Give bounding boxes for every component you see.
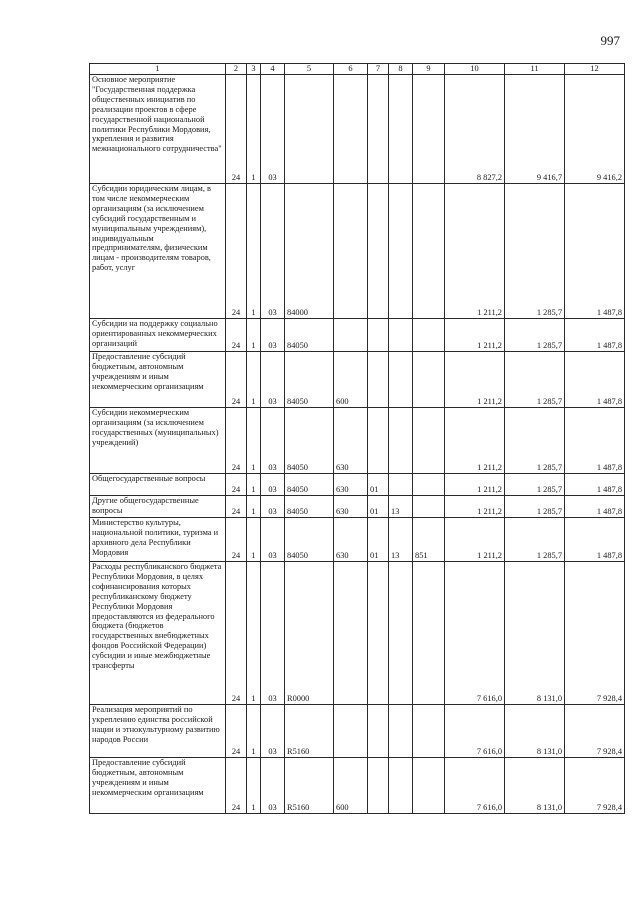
amount-year-3-cell: 1 487,8 bbox=[565, 518, 625, 562]
admin-code-cell bbox=[413, 705, 445, 758]
admin-code-cell bbox=[413, 352, 445, 408]
section-number-cell bbox=[389, 562, 413, 705]
table-row bbox=[90, 75, 625, 184]
section-code-cell: 24 bbox=[226, 758, 247, 814]
column-header-2: 2 bbox=[226, 64, 247, 75]
amount-year-2-cell: 8 131,0 bbox=[505, 758, 565, 814]
program-code-cell: 03 bbox=[261, 496, 285, 518]
table-row bbox=[90, 518, 625, 562]
row-name-cell: Субсидии юридическим лицам, в том числе некоммерческим организациям (за исключением субсидий государственным и муниципальным учреждениям), индивидуальным предпринимателям, физическим лицам - производителям товаров, работ, услуг bbox=[90, 184, 226, 319]
amount-year-2-cell: 8 131,0 bbox=[505, 705, 565, 758]
admin-code-cell bbox=[413, 474, 445, 496]
subsection-code-cell: 1 bbox=[247, 319, 261, 352]
column-header-10: 10 bbox=[445, 64, 505, 75]
table-row bbox=[90, 319, 625, 352]
subsection-code-cell: 1 bbox=[247, 562, 261, 705]
row-name-cell: Предоставление субсидий бюджетным, автономным учреждениям и иным некоммерческим организациям bbox=[90, 352, 226, 408]
admin-code-cell bbox=[413, 184, 445, 319]
chapter-code-cell bbox=[368, 408, 389, 474]
subsection-code-cell: 1 bbox=[247, 705, 261, 758]
admin-code-cell bbox=[413, 758, 445, 814]
program-code-cell: 03 bbox=[261, 352, 285, 408]
type-code-cell bbox=[334, 184, 368, 319]
table-row bbox=[90, 352, 625, 408]
subsection-code-cell: 1 bbox=[247, 496, 261, 518]
program-code-cell: 03 bbox=[261, 758, 285, 814]
amount-year-3-cell: 7 928,4 bbox=[565, 562, 625, 705]
expense-code-cell: 84050 bbox=[285, 496, 334, 518]
admin-code-cell bbox=[413, 408, 445, 474]
amount-year-1-cell: 1 211,2 bbox=[445, 184, 505, 319]
section-number-cell bbox=[389, 474, 413, 496]
amount-year-2-cell: 1 285,7 bbox=[505, 496, 565, 518]
expense-code-cell: R5160 bbox=[285, 758, 334, 814]
admin-code-cell bbox=[413, 496, 445, 518]
chapter-code-cell bbox=[368, 352, 389, 408]
expense-code-cell: 84050 bbox=[285, 474, 334, 496]
column-header-4: 4 bbox=[261, 64, 285, 75]
program-code-cell: 03 bbox=[261, 474, 285, 496]
type-code-cell: 630 bbox=[334, 474, 368, 496]
amount-year-1-cell: 8 827,2 bbox=[445, 75, 505, 184]
amount-year-2-cell: 1 285,7 bbox=[505, 352, 565, 408]
type-code-cell: 600 bbox=[334, 758, 368, 814]
section-number-cell bbox=[389, 352, 413, 408]
subsection-code-cell: 1 bbox=[247, 75, 261, 184]
subsection-code-cell: 1 bbox=[247, 352, 261, 408]
type-code-cell: 630 bbox=[334, 496, 368, 518]
column-header-9: 9 bbox=[413, 64, 445, 75]
amount-year-2-cell: 1 285,7 bbox=[505, 408, 565, 474]
chapter-code-cell: 01 bbox=[368, 474, 389, 496]
amount-year-1-cell: 1 211,2 bbox=[445, 496, 505, 518]
row-name-cell: Основное мероприятие "Государственная поддержка общественных инициатив по реализации проектов в сфере государственной национальной политики Республики Мордовия, укрепления и развития межнационального сотрудничества" bbox=[90, 75, 226, 184]
header-row bbox=[90, 64, 625, 75]
column-header-11: 11 bbox=[505, 64, 565, 75]
section-code-cell: 24 bbox=[226, 474, 247, 496]
expense-code-cell: 84000 bbox=[285, 184, 334, 319]
chapter-code-cell bbox=[368, 562, 389, 705]
type-code-cell bbox=[334, 319, 368, 352]
chapter-code-cell: 01 bbox=[368, 518, 389, 562]
section-number-cell: 13 bbox=[389, 518, 413, 562]
amount-year-3-cell: 9 416,2 bbox=[565, 75, 625, 184]
expense-code-cell: 84050 bbox=[285, 319, 334, 352]
table-row bbox=[90, 408, 625, 474]
subsection-code-cell: 1 bbox=[247, 184, 261, 319]
row-name-cell: Министерство культуры, национальной политики, туризма и архивного дела Республики Мордовия bbox=[90, 518, 226, 562]
amount-year-1-cell: 7 616,0 bbox=[445, 705, 505, 758]
program-code-cell: 03 bbox=[261, 562, 285, 705]
expense-code-cell: R5160 bbox=[285, 705, 334, 758]
expense-code-cell: 84050 bbox=[285, 518, 334, 562]
amount-year-2-cell: 1 285,7 bbox=[505, 518, 565, 562]
section-number-cell bbox=[389, 75, 413, 184]
row-name-cell: Субсидии на поддержку социально ориентированных некоммерческих организаций bbox=[90, 319, 226, 352]
subsection-code-cell: 1 bbox=[247, 408, 261, 474]
subsection-code-cell: 1 bbox=[247, 518, 261, 562]
section-code-cell: 24 bbox=[226, 184, 247, 319]
table-row bbox=[90, 474, 625, 496]
section-number-cell bbox=[389, 408, 413, 474]
table-row bbox=[90, 496, 625, 518]
section-number-cell: 13 bbox=[389, 496, 413, 518]
amount-year-3-cell: 1 487,8 bbox=[565, 184, 625, 319]
program-code-cell: 03 bbox=[261, 518, 285, 562]
amount-year-2-cell: 1 285,7 bbox=[505, 184, 565, 319]
column-header-6: 6 bbox=[334, 64, 368, 75]
column-header-12: 12 bbox=[565, 64, 625, 75]
chapter-code-cell bbox=[368, 184, 389, 319]
amount-year-1-cell: 1 211,2 bbox=[445, 352, 505, 408]
program-code-cell: 03 bbox=[261, 319, 285, 352]
section-code-cell: 24 bbox=[226, 408, 247, 474]
table-body bbox=[90, 75, 625, 814]
page-number: 997 bbox=[600, 33, 620, 48]
amount-year-3-cell: 1 487,8 bbox=[565, 474, 625, 496]
chapter-code-cell bbox=[368, 75, 389, 184]
table-row bbox=[90, 705, 625, 758]
amount-year-3-cell: 1 487,8 bbox=[565, 408, 625, 474]
table-row bbox=[90, 562, 625, 705]
admin-code-cell: 851 bbox=[413, 518, 445, 562]
column-header-8: 8 bbox=[389, 64, 413, 75]
amount-year-2-cell: 1 285,7 bbox=[505, 319, 565, 352]
program-code-cell: 03 bbox=[261, 75, 285, 184]
table-row bbox=[90, 184, 625, 319]
type-code-cell bbox=[334, 75, 368, 184]
amount-year-3-cell: 1 487,8 bbox=[565, 319, 625, 352]
admin-code-cell bbox=[413, 562, 445, 705]
amount-year-3-cell: 1 487,8 bbox=[565, 352, 625, 408]
program-code-cell: 03 bbox=[261, 408, 285, 474]
section-number-cell bbox=[389, 184, 413, 319]
chapter-code-cell bbox=[368, 319, 389, 352]
program-code-cell: 03 bbox=[261, 705, 285, 758]
expense-code-cell: 84050 bbox=[285, 352, 334, 408]
section-number-cell bbox=[389, 705, 413, 758]
amount-year-3-cell: 7 928,4 bbox=[565, 758, 625, 814]
section-number-cell bbox=[389, 319, 413, 352]
type-code-cell: 630 bbox=[334, 518, 368, 562]
row-name-cell: Общегосударственные вопросы bbox=[90, 474, 226, 496]
chapter-code-cell bbox=[368, 705, 389, 758]
amount-year-1-cell: 7 616,0 bbox=[445, 758, 505, 814]
admin-code-cell bbox=[413, 319, 445, 352]
chapter-code-cell bbox=[368, 758, 389, 814]
expense-code-cell bbox=[285, 75, 334, 184]
subsection-code-cell: 1 bbox=[247, 474, 261, 496]
type-code-cell bbox=[334, 705, 368, 758]
column-header-3: 3 bbox=[247, 64, 261, 75]
amount-year-1-cell: 1 211,2 bbox=[445, 408, 505, 474]
program-code-cell: 03 bbox=[261, 184, 285, 319]
type-code-cell bbox=[334, 562, 368, 705]
subsection-code-cell: 1 bbox=[247, 758, 261, 814]
amount-year-1-cell: 1 211,2 bbox=[445, 474, 505, 496]
chapter-code-cell: 01 bbox=[368, 496, 389, 518]
column-header-1: 1 bbox=[90, 64, 226, 75]
section-code-cell: 24 bbox=[226, 705, 247, 758]
expense-code-cell: 84050 bbox=[285, 408, 334, 474]
type-code-cell: 600 bbox=[334, 352, 368, 408]
section-code-cell: 24 bbox=[226, 518, 247, 562]
amount-year-3-cell: 1 487,8 bbox=[565, 496, 625, 518]
type-code-cell: 630 bbox=[334, 408, 368, 474]
amount-year-2-cell: 1 285,7 bbox=[505, 474, 565, 496]
column-header-7: 7 bbox=[368, 64, 389, 75]
amount-year-2-cell: 9 416,7 bbox=[505, 75, 565, 184]
section-code-cell: 24 bbox=[226, 562, 247, 705]
row-name-cell: Другие общегосударственные вопросы bbox=[90, 496, 226, 518]
expense-code-cell: R0000 bbox=[285, 562, 334, 705]
section-code-cell: 24 bbox=[226, 496, 247, 518]
section-number-cell bbox=[389, 758, 413, 814]
row-name-cell: Предоставление субсидий бюджетным, автономным учреждениям и иным некоммерческим организациям bbox=[90, 758, 226, 814]
budget-table bbox=[89, 63, 625, 814]
table-header bbox=[90, 64, 625, 75]
section-code-cell: 24 bbox=[226, 319, 247, 352]
section-code-cell: 24 bbox=[226, 75, 247, 184]
column-header-5: 5 bbox=[285, 64, 334, 75]
row-name-cell: Расходы республиканского бюджета Республики Мордовия, в целях софинансирования которых республиканскому бюджету Республики Мордовия предоставляются из федерального бюджета (бюджетов государственных внебюджетных фондов Российской Федерации) субсидии и иные межбюджетные трансферты bbox=[90, 562, 226, 705]
row-name-cell: Реализация мероприятий по укреплению единства российской нации и этнокультурному развитию народов России bbox=[90, 705, 226, 758]
admin-code-cell bbox=[413, 75, 445, 184]
table-row bbox=[90, 758, 625, 814]
amount-year-3-cell: 7 928,4 bbox=[565, 705, 625, 758]
row-name-cell: Субсидии некоммерческим организациям (за исключением государственных (муниципальных) учреждений) bbox=[90, 408, 226, 474]
section-code-cell: 24 bbox=[226, 352, 247, 408]
amount-year-1-cell: 1 211,2 bbox=[445, 319, 505, 352]
amount-year-1-cell: 7 616,0 bbox=[445, 562, 505, 705]
amount-year-2-cell: 8 131,0 bbox=[505, 562, 565, 705]
amount-year-1-cell: 1 211,2 bbox=[445, 518, 505, 562]
